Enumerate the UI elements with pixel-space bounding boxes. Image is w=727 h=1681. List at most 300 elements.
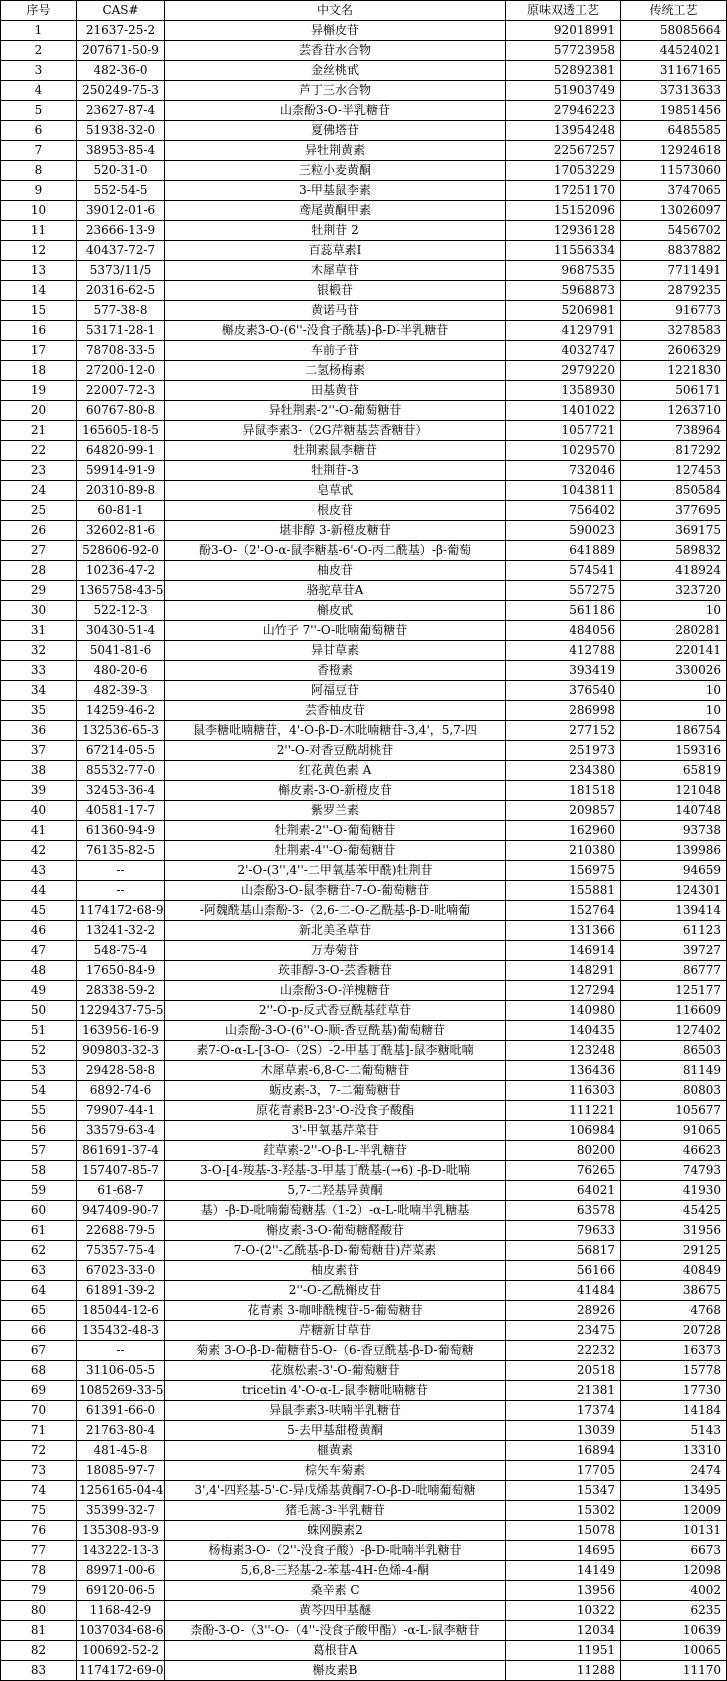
table-row	[1, 661, 727, 681]
table-row	[1, 1341, 727, 1361]
table-row	[1, 1421, 727, 1441]
header-chinese-name: 中文名	[165, 1, 506, 21]
table-row	[1, 221, 727, 241]
cell-dual-process: 146914	[506, 941, 621, 961]
table-row	[1, 961, 727, 981]
cell-chinese-name: 骆驼草苷A	[165, 581, 506, 601]
cell-dual-process: 9687535	[506, 261, 621, 281]
cell-cas: 482-36-0	[77, 61, 165, 81]
cell-dual-process: 1401022	[506, 401, 621, 421]
cell-index: 70	[1, 1401, 77, 1421]
cell-cas: 69120-06-5	[77, 1581, 165, 1601]
cell-index: 68	[1, 1361, 77, 1381]
cell-index: 50	[1, 1001, 77, 1021]
cell-traditional-process: 65819	[621, 761, 727, 781]
cell-cas: 31106-05-5	[77, 1361, 165, 1381]
table-row	[1, 1041, 727, 1061]
cell-traditional-process: 14184	[621, 1401, 727, 1421]
cell-index: 65	[1, 1301, 77, 1321]
cell-cas: 35399-32-7	[77, 1501, 165, 1521]
cell-chinese-name: 黄芩四甲基醚	[165, 1601, 506, 1621]
cell-cas: 76135-82-5	[77, 841, 165, 861]
cell-index: 59	[1, 1181, 77, 1201]
table-row	[1, 141, 727, 161]
cell-chinese-name: 牡荆苷 2	[165, 221, 506, 241]
cell-traditional-process: 58085664	[621, 21, 727, 41]
cell-chinese-name: 山柰酚3-O-半乳糖苷	[165, 101, 506, 121]
cell-index: 82	[1, 1641, 77, 1661]
cell-dual-process: 63578	[506, 1201, 621, 1221]
table-row	[1, 361, 727, 381]
cell-cas: 157407-85-7	[77, 1161, 165, 1181]
cell-dual-process: 41484	[506, 1281, 621, 1301]
table-row	[1, 1241, 727, 1261]
cell-dual-process: 52892381	[506, 61, 621, 81]
cell-cas: 1037034-68-6	[77, 1621, 165, 1641]
cell-chinese-name: 槲皮素3-O-(6''-没食子酰基)-β-D-半乳糖苷	[165, 321, 506, 341]
cell-dual-process: 1029570	[506, 441, 621, 461]
cell-chinese-name: 3',4'-四羟基-5'-C-异戊烯基黄酮7-O-β-D-吡喃葡萄糖	[165, 1481, 506, 1501]
cell-chinese-name: 菊素 3-O-β-D-葡糖苷5-O-（6-香豆酰基-β-D-葡萄糖	[165, 1341, 506, 1361]
cell-dual-process: 11288	[506, 1661, 621, 1681]
table-row	[1, 1381, 727, 1401]
cell-cas: 39012-01-6	[77, 201, 165, 221]
cell-cas: 61391-66-0	[77, 1401, 165, 1421]
header-dual-process: 原味双透工艺	[506, 1, 621, 21]
cell-chinese-name: 百蕊草素I	[165, 241, 506, 261]
cell-cas: 67023-33-0	[77, 1261, 165, 1281]
cell-index: 22	[1, 441, 77, 461]
cell-traditional-process: 10639	[621, 1621, 727, 1641]
cell-index: 76	[1, 1521, 77, 1541]
table-row	[1, 401, 727, 421]
cell-index: 45	[1, 901, 77, 921]
cell-dual-process: 116303	[506, 1081, 621, 1101]
cell-dual-process: 251973	[506, 741, 621, 761]
table-row	[1, 1101, 727, 1121]
cell-index: 18	[1, 361, 77, 381]
table-row	[1, 1401, 727, 1421]
cell-dual-process: 2979220	[506, 361, 621, 381]
cell-index: 35	[1, 701, 77, 721]
cell-traditional-process: 31956	[621, 1221, 727, 1241]
cell-dual-process: 10322	[506, 1601, 621, 1621]
cell-traditional-process: 13310	[621, 1441, 727, 1461]
cell-cas: 1229437-75-5	[77, 1001, 165, 1021]
cell-traditional-process: 29125	[621, 1241, 727, 1261]
cell-index: 43	[1, 861, 77, 881]
cell-cas: 1085269-33-5	[77, 1381, 165, 1401]
cell-index: 30	[1, 601, 77, 621]
cell-dual-process: 13039	[506, 1421, 621, 1441]
cell-traditional-process: 3278583	[621, 321, 727, 341]
cell-chinese-name: 银椴苷	[165, 281, 506, 301]
cell-index: 38	[1, 761, 77, 781]
cell-chinese-name: 黄诺马苷	[165, 301, 506, 321]
cell-traditional-process: 139414	[621, 901, 727, 921]
cell-index: 77	[1, 1541, 77, 1561]
cell-traditional-process: 41930	[621, 1181, 727, 1201]
header-index: 序号	[1, 1, 77, 21]
cell-dual-process: 4032747	[506, 341, 621, 361]
cell-dual-process: 22232	[506, 1341, 621, 1361]
cell-traditional-process: 31167165	[621, 61, 727, 81]
cell-index: 44	[1, 881, 77, 901]
cell-chinese-name: 二氢杨梅素	[165, 361, 506, 381]
cell-traditional-process: 13026097	[621, 201, 727, 221]
cell-index: 60	[1, 1201, 77, 1221]
cell-index: 27	[1, 541, 77, 561]
cell-cas: 17650-84-9	[77, 961, 165, 981]
cell-dual-process: 152764	[506, 901, 621, 921]
table-row	[1, 1061, 727, 1081]
table-row	[1, 881, 727, 901]
cell-dual-process: 111221	[506, 1101, 621, 1121]
table-row	[1, 801, 727, 821]
cell-chinese-name: 异鼠李素3-呋喃半乳糖苷	[165, 1401, 506, 1421]
cell-cas: 27200-12-0	[77, 361, 165, 381]
cell-dual-process: 28926	[506, 1301, 621, 1321]
cell-chinese-name: 芸香苷水合物	[165, 41, 506, 61]
cell-dual-process: 76265	[506, 1161, 621, 1181]
cell-traditional-process: 6673	[621, 1541, 727, 1561]
cell-dual-process: 20518	[506, 1361, 621, 1381]
cell-chinese-name: 金丝桃甙	[165, 61, 506, 81]
cell-chinese-name: 柚皮素苷	[165, 1261, 506, 1281]
table-row	[1, 1581, 727, 1601]
table-row	[1, 81, 727, 101]
cell-index: 12	[1, 241, 77, 261]
cell-traditional-process: 186754	[621, 721, 727, 741]
cell-cas: 60767-80-8	[77, 401, 165, 421]
cell-cas: 78708-33-5	[77, 341, 165, 361]
cell-index: 78	[1, 1561, 77, 1581]
cell-index: 11	[1, 221, 77, 241]
cell-index: 66	[1, 1321, 77, 1341]
table-row	[1, 321, 727, 341]
cell-traditional-process: 5143	[621, 1421, 727, 1441]
cell-index: 4	[1, 81, 77, 101]
cell-cas: 861691-37-4	[77, 1141, 165, 1161]
cell-dual-process: 181518	[506, 781, 621, 801]
cell-dual-process: 1358930	[506, 381, 621, 401]
table-row	[1, 1521, 727, 1541]
cell-cas: 64820-99-1	[77, 441, 165, 461]
cell-chinese-name: 根皮苷	[165, 501, 506, 521]
cell-traditional-process: 80803	[621, 1081, 727, 1101]
table-row	[1, 721, 727, 741]
cell-index: 36	[1, 721, 77, 741]
cell-traditional-process: 159316	[621, 741, 727, 761]
table-row	[1, 301, 727, 321]
cell-cas: 59914-91-9	[77, 461, 165, 481]
table-row	[1, 1161, 727, 1181]
cell-chinese-name: 基）-β-D-吡喃葡萄糖基（1-2）-α-L-吡喃半乳糖基	[165, 1201, 506, 1221]
cell-chinese-name: 牡荆素-2''-O-葡萄糖苷	[165, 821, 506, 841]
cell-index: 1	[1, 21, 77, 41]
cell-cas: 20316-62-5	[77, 281, 165, 301]
cell-chinese-name: tricetin 4'-O-α-L-鼠李糖吡喃糖苷	[165, 1381, 506, 1401]
cell-index: 26	[1, 521, 77, 541]
cell-chinese-name: 素7-O-α-L-[3-O-（2S）-2-甲基丁酰基]-鼠李糖吡喃	[165, 1041, 506, 1061]
cell-chinese-name: 鼠李糖吡喃糖苷，4'-O-β-D-木吡喃糖苷-3,4'，5,7-四	[165, 721, 506, 741]
cell-traditional-process: 323720	[621, 581, 727, 601]
cell-index: 9	[1, 181, 77, 201]
cell-chinese-name: 3-O-[4-羧基-3-羟基-3-甲基丁酰基-(→6) -β-D-吡喃	[165, 1161, 506, 1181]
cell-dual-process: 15152096	[506, 201, 621, 221]
table-row	[1, 341, 727, 361]
cell-chinese-name: 异槲皮苷	[165, 21, 506, 41]
cell-index: 58	[1, 1161, 77, 1181]
cell-chinese-name: 红花黄色素 A	[165, 761, 506, 781]
cell-dual-process: 5206981	[506, 301, 621, 321]
table-row	[1, 761, 727, 781]
cell-index: 54	[1, 1081, 77, 1101]
table-row	[1, 581, 727, 601]
cell-dual-process: 106984	[506, 1121, 621, 1141]
cell-cas: 28338-59-2	[77, 981, 165, 1001]
cell-traditional-process: 44524021	[621, 41, 727, 61]
cell-dual-process: 56817	[506, 1241, 621, 1261]
cell-index: 23	[1, 461, 77, 481]
cell-chinese-name: 荭草素-2''-O-β-L-半乳糖苷	[165, 1141, 506, 1161]
table-row	[1, 1441, 727, 1461]
cell-dual-process: 23475	[506, 1321, 621, 1341]
cell-chinese-name: 车前子苷	[165, 341, 506, 361]
cell-cas: 5041-81-6	[77, 641, 165, 661]
cell-cas: 100692-52-2	[77, 1641, 165, 1661]
cell-cas: 1365758-43-5	[77, 581, 165, 601]
table-row	[1, 41, 727, 61]
table-row	[1, 1001, 727, 1021]
cell-index: 73	[1, 1461, 77, 1481]
cell-cas: 480-20-6	[77, 661, 165, 681]
cell-traditional-process: 2879235	[621, 281, 727, 301]
cell-cas: 552-54-5	[77, 181, 165, 201]
cell-cas: 32453-36-4	[77, 781, 165, 801]
table-row	[1, 781, 727, 801]
cell-traditional-process: 15778	[621, 1361, 727, 1381]
table-row	[1, 21, 727, 41]
cell-dual-process: 1057721	[506, 421, 621, 441]
cell-traditional-process: 39727	[621, 941, 727, 961]
cell-cas: 6892-74-6	[77, 1081, 165, 1101]
cell-chinese-name: -阿魏酰基山柰酚-3-（2,6-二-O-乙酰基-β-D-吡喃葡	[165, 901, 506, 921]
table-row	[1, 1121, 727, 1141]
cell-traditional-process: 93738	[621, 821, 727, 841]
cell-cas: 40581-17-7	[77, 801, 165, 821]
cell-index: 79	[1, 1581, 77, 1601]
cell-traditional-process: 81149	[621, 1061, 727, 1081]
table-row	[1, 1461, 727, 1481]
cell-cas: 38953-85-4	[77, 141, 165, 161]
cell-dual-process: 123248	[506, 1041, 621, 1061]
cell-cas: 21637-25-2	[77, 21, 165, 41]
cell-traditional-process: 6485585	[621, 121, 727, 141]
cell-chinese-name: 7-O-(2''-乙酰基-β-D-葡萄糖苷)芹菜素	[165, 1241, 506, 1261]
cell-chinese-name: 5,6,8-三羟基-2-苯基-4H-色烯-4-酮	[165, 1561, 506, 1581]
cell-index: 37	[1, 741, 77, 761]
cell-cas: 14259-46-2	[77, 701, 165, 721]
cell-chinese-name: 芦丁三水合物	[165, 81, 506, 101]
cell-chinese-name: 田基黄苷	[165, 381, 506, 401]
table-row	[1, 481, 727, 501]
cell-cas: 947409-90-7	[77, 1201, 165, 1221]
cell-index: 51	[1, 1021, 77, 1041]
cell-chinese-name: 3-甲基鼠李素	[165, 181, 506, 201]
cell-index: 13	[1, 261, 77, 281]
cell-chinese-name: 蛛网膜素2	[165, 1521, 506, 1541]
table-row	[1, 101, 727, 121]
cell-dual-process: 12936128	[506, 221, 621, 241]
cell-index: 6	[1, 121, 77, 141]
cell-index: 83	[1, 1661, 77, 1681]
cell-cas: 22007-72-3	[77, 381, 165, 401]
table-row	[1, 1261, 727, 1281]
cell-traditional-process: 7711491	[621, 261, 727, 281]
cell-chinese-name: 葛根苷A	[165, 1641, 506, 1661]
cell-dual-process: 17374	[506, 1401, 621, 1421]
cell-cas: 85532-77-0	[77, 761, 165, 781]
cell-index: 40	[1, 801, 77, 821]
cell-dual-process: 155881	[506, 881, 621, 901]
cell-index: 25	[1, 501, 77, 521]
table-row	[1, 681, 727, 701]
cell-traditional-process: 589832	[621, 541, 727, 561]
cell-traditional-process: 74793	[621, 1161, 727, 1181]
cell-index: 75	[1, 1501, 77, 1521]
cell-cas: 1174172-69-0	[77, 1661, 165, 1681]
cell-cas: 20310-89-8	[77, 481, 165, 501]
table-row	[1, 441, 727, 461]
cell-chinese-name: 芸香柚皮苷	[165, 701, 506, 721]
cell-chinese-name: 新北美圣草苷	[165, 921, 506, 941]
cell-traditional-process: 4768	[621, 1301, 727, 1321]
cell-dual-process: 1043811	[506, 481, 621, 501]
cell-index: 33	[1, 661, 77, 681]
cell-traditional-process: 127402	[621, 1021, 727, 1041]
cell-cas: 10236-47-2	[77, 561, 165, 581]
cell-chinese-name: 牡荆苷-3	[165, 461, 506, 481]
cell-traditional-process: 330026	[621, 661, 727, 681]
cell-chinese-name: 5-去甲基甜橙黄酮	[165, 1421, 506, 1441]
cell-dual-process: 148291	[506, 961, 621, 981]
cell-cas: 29428-58-8	[77, 1061, 165, 1081]
cell-dual-process: 756402	[506, 501, 621, 521]
cell-chinese-name: 牡荆素鼠李糖苷	[165, 441, 506, 461]
header-row	[1, 1, 727, 21]
table-row	[1, 821, 727, 841]
cell-dual-process: 4129791	[506, 321, 621, 341]
cell-traditional-process: 11170	[621, 1661, 727, 1681]
cell-traditional-process: 86777	[621, 961, 727, 981]
cell-cas: 1168-42-9	[77, 1601, 165, 1621]
cell-chinese-name: 万寿菊苷	[165, 941, 506, 961]
cell-traditional-process: 17730	[621, 1381, 727, 1401]
cell-index: 32	[1, 641, 77, 661]
cell-dual-process: 286998	[506, 701, 621, 721]
cell-cas: 13241-32-2	[77, 921, 165, 941]
cell-index: 5	[1, 101, 77, 121]
cell-cas: 481-45-8	[77, 1441, 165, 1461]
table-row	[1, 1321, 727, 1341]
cell-traditional-process: 5456702	[621, 221, 727, 241]
cell-chinese-name: 异牡荆素-2''-O-葡萄糖苷	[165, 401, 506, 421]
cell-chinese-name: 牡荆素-4''-O-葡萄糖苷	[165, 841, 506, 861]
cell-dual-process: 484056	[506, 621, 621, 641]
cell-cas: 61-68-7	[77, 1181, 165, 1201]
cell-cas: 23666-13-9	[77, 221, 165, 241]
table-row	[1, 1301, 727, 1321]
cell-chinese-name: 蛎皮素-3，7-二葡萄糖苷	[165, 1081, 506, 1101]
cell-index: 20	[1, 401, 77, 421]
cell-chinese-name: 3'-甲氧基芹菜苷	[165, 1121, 506, 1141]
cell-cas: 163956-16-9	[77, 1021, 165, 1041]
cell-traditional-process: 850584	[621, 481, 727, 501]
cell-chinese-name: 香橙素	[165, 661, 506, 681]
cell-traditional-process: 280281	[621, 621, 727, 641]
cell-traditional-process: 3747065	[621, 181, 727, 201]
table-row	[1, 861, 727, 881]
cell-chinese-name: 棕矢车菊素	[165, 1461, 506, 1481]
cell-chinese-name: 三粒小麦黄酮	[165, 161, 506, 181]
cell-chinese-name: 榧黄素	[165, 1441, 506, 1461]
cell-index: 64	[1, 1281, 77, 1301]
cell-traditional-process: 86503	[621, 1041, 727, 1061]
cell-index: 52	[1, 1041, 77, 1061]
table-row	[1, 1601, 727, 1621]
table-row	[1, 1641, 727, 1661]
cell-index: 42	[1, 841, 77, 861]
cell-chinese-name: 山柰酚-3-O-(6''-O-顺-香豆酰基)葡萄糖苷	[165, 1021, 506, 1041]
cell-index: 71	[1, 1421, 77, 1441]
cell-dual-process: 574541	[506, 561, 621, 581]
cell-dual-process: 127294	[506, 981, 621, 1001]
cell-chinese-name: 花青素 3-咖啡酰槐苷-5-葡萄糖苷	[165, 1301, 506, 1321]
cell-traditional-process: 738964	[621, 421, 727, 441]
cell-chinese-name: 2'-O-(3'',4''-二甲氧基苯甲酰)牡荆苷	[165, 861, 506, 881]
table-row	[1, 841, 727, 861]
cell-chinese-name: 鸢尾黄酮甲素	[165, 201, 506, 221]
cell-chinese-name: 木犀草素-6,8-C-二葡萄糖苷	[165, 1061, 506, 1081]
cell-dual-process: 15302	[506, 1501, 621, 1521]
cell-traditional-process: 105677	[621, 1101, 727, 1121]
cell-chinese-name: 芹糖新甘草苷	[165, 1321, 506, 1341]
cell-dual-process: 57723958	[506, 41, 621, 61]
cell-cas: 53171-28-1	[77, 321, 165, 341]
cell-traditional-process: 139986	[621, 841, 727, 861]
cell-cas: 185044-12-6	[77, 1301, 165, 1321]
cell-cas: 75357-75-4	[77, 1241, 165, 1261]
cell-chinese-name: 山竹子 7''-O-吡喃葡萄糖苷	[165, 621, 506, 641]
cell-chinese-name: 2''-O-p-反式香豆酰基荭草苷	[165, 1001, 506, 1021]
table-row	[1, 701, 727, 721]
table-row	[1, 1541, 727, 1561]
cell-index: 72	[1, 1441, 77, 1461]
header-cas: CAS#	[77, 1, 165, 21]
cell-dual-process: 561186	[506, 601, 621, 621]
cell-chinese-name: 桑辛素 C	[165, 1581, 506, 1601]
cell-cas: 577-38-8	[77, 301, 165, 321]
cell-dual-process: 17251170	[506, 181, 621, 201]
cell-index: 63	[1, 1261, 77, 1281]
cell-chinese-name: 柰酚-3-O-（3''-O-（4''-没食子酸甲酯）-α-L-鼠李糖苷	[165, 1621, 506, 1641]
cell-cas: --	[77, 881, 165, 901]
cell-traditional-process: 140748	[621, 801, 727, 821]
header-traditional-process: 传统工艺	[621, 1, 727, 21]
table-row	[1, 1021, 727, 1041]
cell-chinese-name: 槲皮甙	[165, 601, 506, 621]
